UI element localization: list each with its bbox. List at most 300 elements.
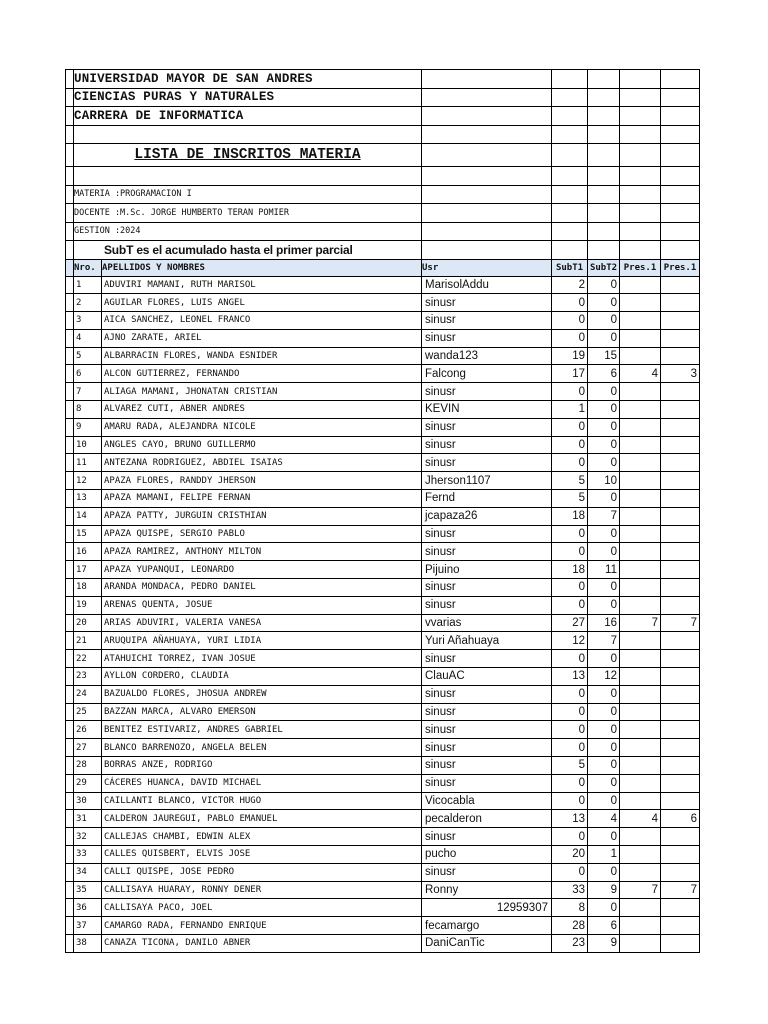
row-spacer — [66, 543, 74, 561]
student-user: sinusr — [422, 774, 552, 792]
subt1-value: 0 — [552, 685, 588, 703]
student-user: sinusr — [422, 454, 552, 472]
student-user: pucho — [422, 846, 552, 864]
student-name: ADUVIRI MAMANI, RUTH MARISOL — [102, 276, 422, 294]
subt1-value: 0 — [552, 543, 588, 561]
row-number: 19 — [74, 596, 102, 614]
pres1-value — [620, 828, 661, 846]
subt1-value: 0 — [552, 418, 588, 436]
pres1-value — [620, 294, 661, 312]
student-user: sinusr — [422, 329, 552, 347]
student-user: 12959307 — [422, 899, 552, 917]
pres1-value — [620, 329, 661, 347]
subt2-value: 4 — [588, 810, 620, 828]
pres1-value — [620, 650, 661, 668]
row-number: 21 — [74, 632, 102, 650]
table-row — [66, 810, 700, 828]
student-name: ALBARRACIN FLORES, WANDA ESNIDER — [102, 347, 422, 365]
subt2-value: 0 — [588, 490, 620, 508]
row-spacer — [66, 632, 74, 650]
student-user: sinusr — [422, 703, 552, 721]
pres1b-value — [661, 899, 700, 917]
student-user: pecalderon — [422, 810, 552, 828]
row-spacer — [66, 934, 74, 952]
row-number: 14 — [74, 507, 102, 525]
table-row — [66, 312, 700, 330]
table-row — [66, 828, 700, 846]
student-name: APAZA MAMANI, FELIPE FERNAN — [102, 490, 422, 508]
student-name: ATAHUICHI TORREZ, IVAN JOSUE — [102, 650, 422, 668]
subt2-value: 0 — [588, 899, 620, 917]
student-name: ARANDA MONDACA, PEDRO DANIEL — [102, 579, 422, 597]
subt2-value: 0 — [588, 294, 620, 312]
row-number: 12 — [74, 472, 102, 490]
table-row — [66, 917, 700, 935]
student-name: APAZA PATTY, JURGUIN CRISTHIAN — [102, 507, 422, 525]
subt2-value: 0 — [588, 312, 620, 330]
subt1-value: 0 — [552, 721, 588, 739]
table-row — [66, 685, 700, 703]
subt2-value: 16 — [588, 614, 620, 632]
table-row — [66, 579, 700, 597]
column-header-pres1b: Pres.1 — [661, 259, 700, 276]
subt1-value: 0 — [552, 329, 588, 347]
pres1b-value — [661, 543, 700, 561]
row-spacer — [66, 863, 74, 881]
pres1b-value — [661, 579, 700, 597]
pres1-value — [620, 525, 661, 543]
table-row — [66, 543, 700, 561]
student-user: sinusr — [422, 294, 552, 312]
student-user: Vicocabla — [422, 792, 552, 810]
subt2-value: 6 — [588, 917, 620, 935]
table-row — [66, 757, 700, 775]
student-user: Ronny — [422, 881, 552, 899]
subt2-value: 6 — [588, 365, 620, 383]
pres1-value — [620, 454, 661, 472]
table-row — [66, 650, 700, 668]
student-user: sinusr — [422, 436, 552, 454]
subt2-value: 0 — [588, 436, 620, 454]
subt1-value: 0 — [552, 436, 588, 454]
subt2-value: 0 — [588, 543, 620, 561]
student-user: jcapaza26 — [422, 507, 552, 525]
row-spacer — [66, 917, 74, 935]
pres1b-value — [661, 383, 700, 401]
faculty-name: CIENCIAS PURAS Y NATURALES — [74, 88, 422, 107]
student-list-table — [65, 69, 700, 953]
subt1-value: 13 — [552, 668, 588, 686]
student-user: sinusr — [422, 312, 552, 330]
pres1-value: 4 — [620, 365, 661, 383]
row-number: 27 — [74, 739, 102, 757]
row-spacer — [66, 312, 74, 330]
course-subject: MATERIA :PROGRAMACION I — [74, 185, 422, 204]
subt2-value: 0 — [588, 329, 620, 347]
student-name: ARIAS ADUVIRI, VALERIA VANESA — [102, 614, 422, 632]
subt1-value: 0 — [552, 596, 588, 614]
column-header-pres1: Pres.1 — [620, 259, 661, 276]
student-name: AICA SANCHEZ, LEONEL FRANCO — [102, 312, 422, 330]
row-number: 36 — [74, 899, 102, 917]
pres1-value — [620, 632, 661, 650]
pres1-value — [620, 739, 661, 757]
subt2-value: 0 — [588, 401, 620, 419]
row-spacer — [66, 721, 74, 739]
pres1-value — [620, 917, 661, 935]
row-number: 3 — [74, 312, 102, 330]
pres1b-value — [661, 668, 700, 686]
table-row — [66, 329, 700, 347]
subt1-value: 17 — [552, 365, 588, 383]
pres1b-value — [661, 347, 700, 365]
subt2-value: 11 — [588, 561, 620, 579]
pres1b-value — [661, 934, 700, 952]
subt2-value: 0 — [588, 454, 620, 472]
pres1b-value — [661, 863, 700, 881]
pres1-value — [620, 721, 661, 739]
row-spacer — [66, 668, 74, 686]
student-user: ClauAC — [422, 668, 552, 686]
pres1-value — [620, 899, 661, 917]
subt2-value: 0 — [588, 721, 620, 739]
row-spacer — [66, 347, 74, 365]
subt2-value: 0 — [588, 276, 620, 294]
table-row — [66, 739, 700, 757]
row-spacer — [66, 525, 74, 543]
pres1b-value — [661, 685, 700, 703]
subt1-value: 18 — [552, 561, 588, 579]
subt1-value: 0 — [552, 525, 588, 543]
subt2-value: 0 — [588, 383, 620, 401]
table-row — [66, 490, 700, 508]
table-row — [66, 276, 700, 294]
table-row — [66, 507, 700, 525]
pres1-value: 4 — [620, 810, 661, 828]
subt2-value: 9 — [588, 934, 620, 952]
pres1b-value — [661, 846, 700, 864]
student-user: sinusr — [422, 579, 552, 597]
row-number: 30 — [74, 792, 102, 810]
row-number: 7 — [74, 383, 102, 401]
student-name: ANTEZANA RODRIGUEZ, ABDIEL ISAIAS — [102, 454, 422, 472]
row-spacer — [66, 472, 74, 490]
pres1-value — [620, 383, 661, 401]
pres1b-value — [661, 436, 700, 454]
student-user: DaniCanTic — [422, 934, 552, 952]
student-name: CALLEJAS CHAMBI, EDWIN ALEX — [102, 828, 422, 846]
student-user: sinusr — [422, 596, 552, 614]
table-row — [66, 472, 700, 490]
row-number: 22 — [74, 650, 102, 668]
table-row — [66, 347, 700, 365]
subt2-value: 12 — [588, 668, 620, 686]
row-spacer — [66, 276, 74, 294]
student-name: CALLES QUISBERT, ELVIS JOSE — [102, 846, 422, 864]
row-spacer — [66, 490, 74, 508]
subt2-value: 7 — [588, 507, 620, 525]
table-row — [66, 863, 700, 881]
student-name: APAZA RAMIREZ, ANTHONY MILTON — [102, 543, 422, 561]
pres1-value — [620, 757, 661, 775]
student-user: sinusr — [422, 721, 552, 739]
pres1-value — [620, 792, 661, 810]
pres1b-value — [661, 828, 700, 846]
student-name: CALLISAYA PACO, JOEL — [102, 899, 422, 917]
table-row — [66, 294, 700, 312]
pres1b-value — [661, 774, 700, 792]
pres1-value — [620, 703, 661, 721]
row-number: 8 — [74, 401, 102, 419]
row-spacer — [66, 401, 74, 419]
pres1-value — [620, 863, 661, 881]
table-row — [66, 401, 700, 419]
subtotal-note: SubT es el acumulado hasta el primer parcial — [74, 241, 422, 260]
subt1-value: 0 — [552, 650, 588, 668]
table-row — [66, 703, 700, 721]
pres1b-value — [661, 472, 700, 490]
table-row — [66, 454, 700, 472]
blank-cell — [66, 70, 74, 89]
subt2-value: 7 — [588, 632, 620, 650]
table-row — [66, 721, 700, 739]
student-user: sinusr — [422, 383, 552, 401]
row-number: 13 — [74, 490, 102, 508]
subt1-value: 13 — [552, 810, 588, 828]
subt1-value: 0 — [552, 454, 588, 472]
column-header-usr: Usr — [422, 259, 552, 276]
subt1-value: 0 — [552, 774, 588, 792]
subt2-value: 0 — [588, 596, 620, 614]
row-spacer — [66, 881, 74, 899]
student-name: AJNO ZARATE, ARIEL — [102, 329, 422, 347]
row-spacer — [66, 365, 74, 383]
pres1b-value: 7 — [661, 881, 700, 899]
pres1b-value — [661, 650, 700, 668]
table-row — [66, 934, 700, 952]
subt1-value: 5 — [552, 757, 588, 775]
row-number: 4 — [74, 329, 102, 347]
row-spacer — [66, 454, 74, 472]
university-name: UNIVERSIDAD MAYOR DE SAN ANDRES — [74, 70, 422, 89]
pres1-value — [620, 436, 661, 454]
student-user: sinusr — [422, 525, 552, 543]
student-user: KEVIN — [422, 401, 552, 419]
table-row — [66, 614, 700, 632]
row-spacer — [66, 561, 74, 579]
pres1b-value — [661, 454, 700, 472]
subt2-value: 0 — [588, 650, 620, 668]
row-spacer — [66, 774, 74, 792]
pres1b-value — [661, 490, 700, 508]
row-number: 9 — [74, 418, 102, 436]
table-row — [66, 774, 700, 792]
table-row — [66, 846, 700, 864]
pres1-value — [620, 685, 661, 703]
row-number: 2 — [74, 294, 102, 312]
subt1-value: 1 — [552, 401, 588, 419]
student-user: MarisolAddu — [422, 276, 552, 294]
subt2-value: 0 — [588, 685, 620, 703]
row-spacer — [66, 757, 74, 775]
row-spacer — [66, 685, 74, 703]
pres1-value — [620, 312, 661, 330]
table-row — [66, 561, 700, 579]
student-user: Falcong — [422, 365, 552, 383]
pres1b-value — [661, 329, 700, 347]
student-user: Jherson1107 — [422, 472, 552, 490]
row-number: 31 — [74, 810, 102, 828]
subt2-value: 15 — [588, 347, 620, 365]
column-header-name: APELLIDOS Y NOMBRES — [102, 259, 422, 276]
row-number: 38 — [74, 934, 102, 952]
student-user: Pijuino — [422, 561, 552, 579]
pres1b-value — [661, 525, 700, 543]
row-spacer — [66, 383, 74, 401]
table-row — [66, 792, 700, 810]
row-number: 37 — [74, 917, 102, 935]
row-number: 20 — [74, 614, 102, 632]
subt2-value: 0 — [588, 757, 620, 775]
subt2-value: 0 — [588, 418, 620, 436]
pres1-value — [620, 561, 661, 579]
student-user: Yuri Añahuaya — [422, 632, 552, 650]
subt1-value: 12 — [552, 632, 588, 650]
subt2-value: 0 — [588, 525, 620, 543]
pres1-value — [620, 472, 661, 490]
row-spacer — [66, 329, 74, 347]
pres1b-value — [661, 418, 700, 436]
row-number: 5 — [74, 347, 102, 365]
student-name: ALCON GUTIERREZ, FERNANDO — [102, 365, 422, 383]
pres1-value — [620, 579, 661, 597]
row-number: 6 — [74, 365, 102, 383]
student-user: sinusr — [422, 739, 552, 757]
student-user: sinusr — [422, 685, 552, 703]
student-user: sinusr — [422, 757, 552, 775]
column-header-subt2: SubT2 — [588, 259, 620, 276]
pres1-value — [620, 543, 661, 561]
pres1b-value: 3 — [661, 365, 700, 383]
student-name: ARUQUIPA AÑAHUAYA, YURI LIDIA — [102, 632, 422, 650]
student-name: BORRAS ANZE, RODRIGO — [102, 757, 422, 775]
student-name: CÁCERES HUANCA, DAVID MICHAEL — [102, 774, 422, 792]
row-spacer — [66, 792, 74, 810]
row-spacer — [66, 828, 74, 846]
student-name: CALDERON JAUREGUI, PABLO EMANUEL — [102, 810, 422, 828]
pres1b-value — [661, 792, 700, 810]
table-row — [66, 881, 700, 899]
row-number: 15 — [74, 525, 102, 543]
subt1-value: 5 — [552, 490, 588, 508]
pres1-value — [620, 490, 661, 508]
row-number: 10 — [74, 436, 102, 454]
row-number: 18 — [74, 579, 102, 597]
pres1b-value — [661, 401, 700, 419]
subt1-value: 0 — [552, 579, 588, 597]
student-name: ALVAREZ CUTI, ABNER ANDRES — [102, 401, 422, 419]
subt2-value: 0 — [588, 579, 620, 597]
pres1-value — [620, 596, 661, 614]
subt1-value: 0 — [552, 703, 588, 721]
row-spacer — [66, 899, 74, 917]
student-name: ANGLES CAYO, BRUNO GUILLERMO — [102, 436, 422, 454]
row-number: 32 — [74, 828, 102, 846]
pres1-value — [620, 276, 661, 294]
student-name: BAZZAN MARCA, ALVARO EMERSON — [102, 703, 422, 721]
pres1b-value — [661, 757, 700, 775]
row-number: 33 — [74, 846, 102, 864]
pres1-value — [620, 774, 661, 792]
pres1b-value: 6 — [661, 810, 700, 828]
student-user: sinusr — [422, 418, 552, 436]
subt2-value: 0 — [588, 792, 620, 810]
student-name: APAZA QUISPE, SERGIO PABLO — [102, 525, 422, 543]
subt1-value: 0 — [552, 863, 588, 881]
subt1-value: 5 — [552, 472, 588, 490]
table-row — [66, 365, 700, 383]
subt1-value: 18 — [552, 507, 588, 525]
row-spacer — [66, 846, 74, 864]
column-header-subt1: SubT1 — [552, 259, 588, 276]
table-row — [66, 899, 700, 917]
table-row — [66, 436, 700, 454]
table-row — [66, 418, 700, 436]
student-name: CAMARGO RADA, FERNANDO ENRIQUE — [102, 917, 422, 935]
row-number: 11 — [74, 454, 102, 472]
pres1b-value — [661, 917, 700, 935]
student-user: sinusr — [422, 543, 552, 561]
row-spacer — [66, 507, 74, 525]
subt1-value: 0 — [552, 828, 588, 846]
subt1-value: 28 — [552, 917, 588, 935]
student-name: CANAZA TICONA, DANILO ABNER — [102, 934, 422, 952]
row-number: 16 — [74, 543, 102, 561]
subt2-value: 0 — [588, 703, 620, 721]
student-name: AYLLON CORDERO, CLAUDIA — [102, 668, 422, 686]
student-user: fecamargo — [422, 917, 552, 935]
subt1-value: 19 — [552, 347, 588, 365]
row-number: 26 — [74, 721, 102, 739]
student-name: BAZUALDO FLORES, JHOSUA ANDREW — [102, 685, 422, 703]
row-spacer — [66, 294, 74, 312]
page-title: LISTA DE INSCRITOS MATERIA — [74, 144, 422, 167]
student-name: BLANCO BARRENOZO, ANGELA BELEN — [102, 739, 422, 757]
pres1-value — [620, 934, 661, 952]
row-spacer — [66, 596, 74, 614]
pres1-value — [620, 418, 661, 436]
course-term: GESTION :2024 — [74, 222, 422, 241]
row-number: 35 — [74, 881, 102, 899]
pres1-value — [620, 668, 661, 686]
subt2-value: 0 — [588, 828, 620, 846]
pres1b-value: 7 — [661, 614, 700, 632]
row-spacer — [66, 650, 74, 668]
subt1-value: 33 — [552, 881, 588, 899]
row-spacer — [66, 614, 74, 632]
subt1-value: 23 — [552, 934, 588, 952]
student-user: sinusr — [422, 650, 552, 668]
row-number: 25 — [74, 703, 102, 721]
pres1b-value — [661, 276, 700, 294]
subt2-value: 0 — [588, 863, 620, 881]
student-name: AMARU RADA, ALEJANDRA NICOLE — [102, 418, 422, 436]
row-spacer — [66, 739, 74, 757]
pres1b-value — [661, 721, 700, 739]
pres1-value — [620, 347, 661, 365]
table-row — [66, 525, 700, 543]
student-name: APAZA YUPANQUI, LEONARDO — [102, 561, 422, 579]
